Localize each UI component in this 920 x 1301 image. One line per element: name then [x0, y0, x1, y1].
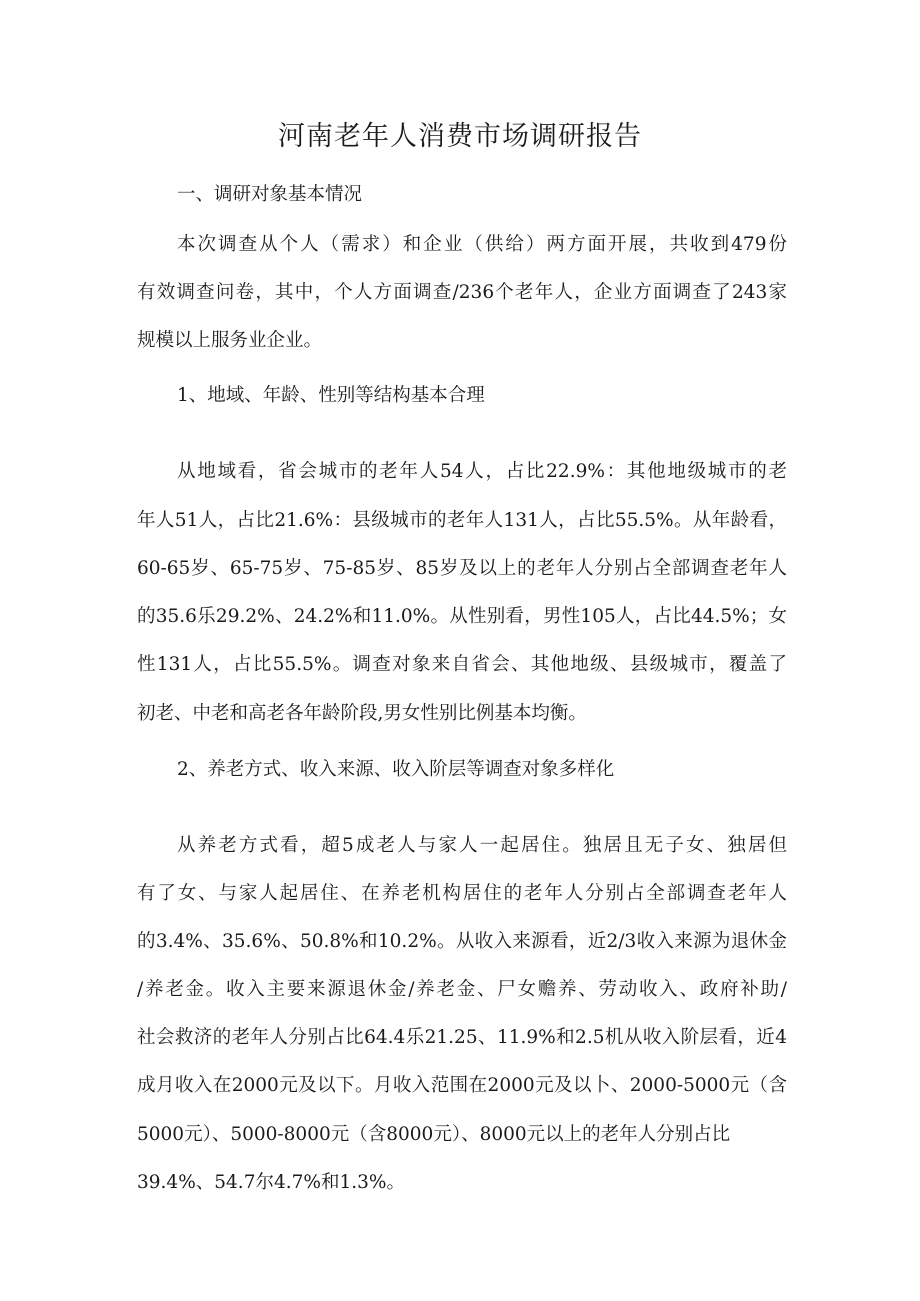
paragraph-line: 从养老方式看，超5成老人与家人一起居住。独居且无子女、独居但 [177, 835, 787, 856]
paragraph-line: 初老、中老和高老各年龄阶段,男女性别比例基本均衡。 [137, 703, 587, 724]
subsection-heading: 2、养老方式、收入来源、收入阶层等调查对象多样化 [177, 759, 615, 780]
section-heading: 一、调研对象基本情况 [177, 184, 363, 205]
paragraph-line: 39.4%、54.7尔4.7%和1.3%。 [137, 1172, 405, 1193]
paragraph-line: 的35.6乐29.2%、24.2%和11.0%。从性别看，男性105人，占比44.5%；女 [137, 606, 787, 627]
paragraph-line: 社会救济的老年人分别占比64.4乐21.25、11.9%和2.5机从收入阶层看，近4 [137, 1027, 787, 1048]
paragraph-line: 本次调查从个人（需求）和企业（供给）两方面开展，共收到479份 [177, 234, 787, 255]
paragraph-line: 的3.4%、35.6%、50.8%和10.2%。从收入来源看，近2/3收入来源为退休金 [137, 931, 787, 952]
paragraph-line: 有了女、与家人起居住、在养老机构居住的老年人分别占全部调查老年人 [137, 883, 787, 904]
paragraph-line: /养老金。收入主要来源退休金/养老金、尸女赡养、劳动收入、政府补助/ [137, 979, 787, 1000]
paragraph-line: 从地域看，省会城市的老年人54人，占比22.9%：其他地级城市的老 [177, 461, 787, 482]
paragraph-line: 60-65岁、65-75岁、75-85岁、85岁及以上的老年人分别占全部调查老年人 [137, 558, 787, 579]
paragraph-line: 有效调查问卷，其中，个人方面调查/236个老年人，企业方面调查了243家 [137, 282, 787, 303]
page-title: 河南老年人消费市场调研报告 [278, 121, 642, 152]
paragraph-line: 5000元）、5000-8000元（含8000元）、8000元以上的老年人分别占比 [137, 1124, 731, 1145]
paragraph-line: 成月收入在2000元及以下。月收入范围在2000元及以卜、2000-5000元（含 [137, 1075, 787, 1096]
paragraph-line: 年人51人，占比21.6%：县级城市的老年人131人，占比55.5%。从年龄看， [137, 510, 787, 531]
paragraph-line: 性131人，占比55.5%。调查对象来自省会、其他地级、县级城市，覆盖了 [137, 654, 787, 675]
paragraph-line: 规模以上服务业企业。 [137, 330, 323, 351]
subsection-heading: 1、地域、年龄、性别等结构基本合理 [177, 385, 485, 406]
